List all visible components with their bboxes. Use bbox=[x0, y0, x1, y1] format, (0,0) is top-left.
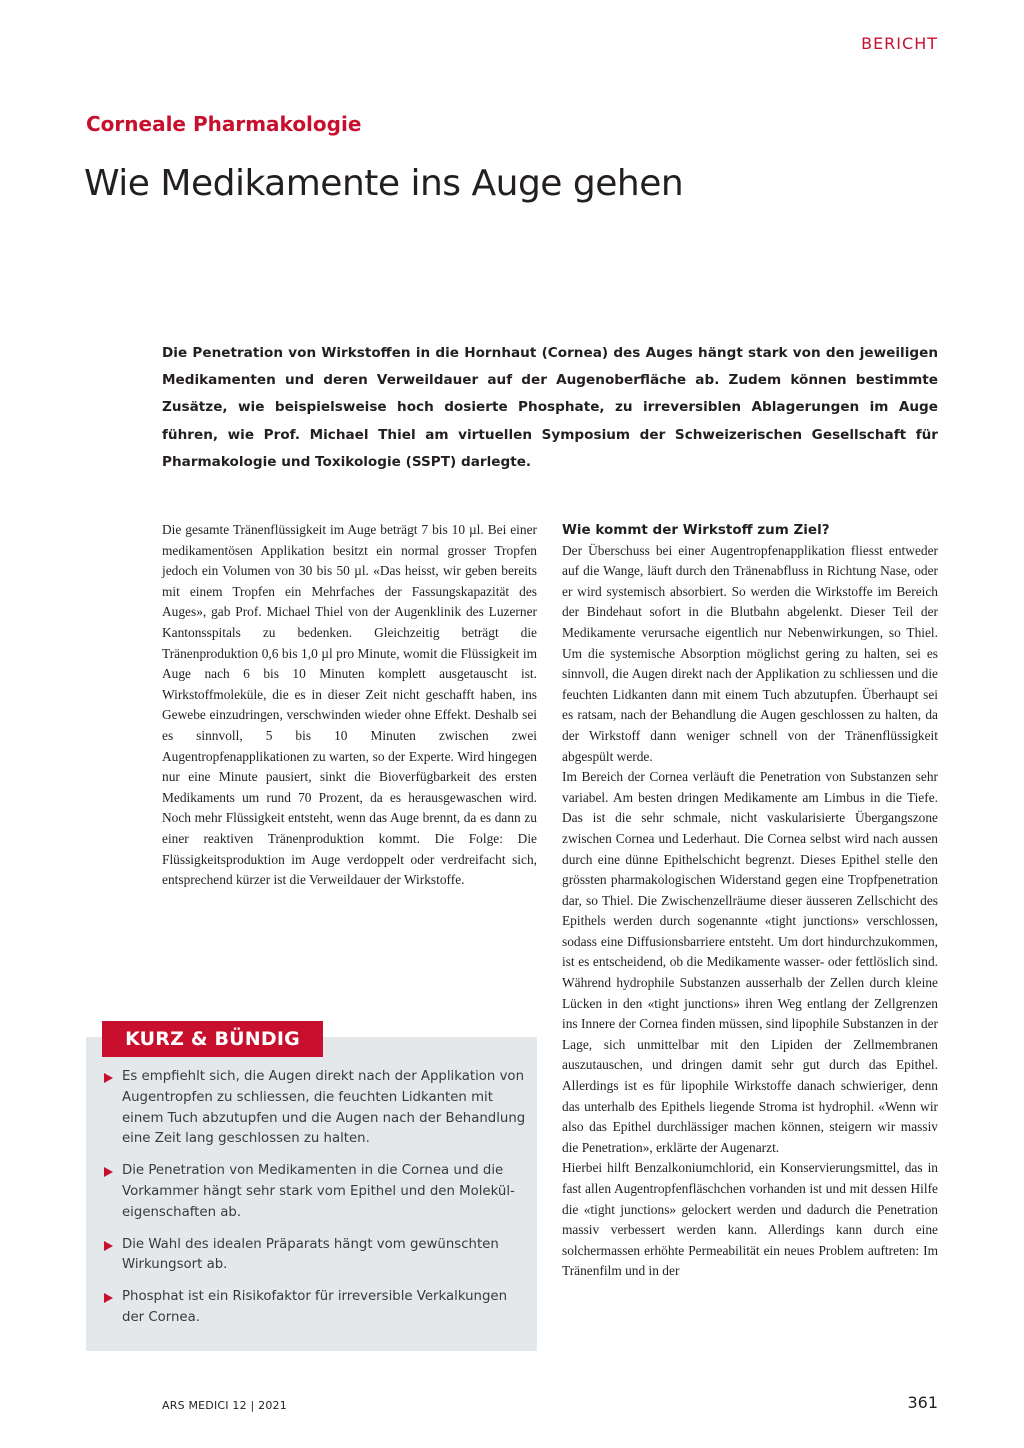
body-paragraph: Im Bereich der Cornea verläuft die Penetration von Substanzen sehr variabel. Am besten dringen Medikamente am Limbus in die Tiefe. Das ist die sehr schmale, nicht vaskularisierte Übergangszone zwischen Cornea und Lederhaut. Die Cornea selbst wird nach aussen durch eine dünne Epithelschicht begrenzt. Dieses Epithel stelle den grössten pharmakologischen Widerstand gegen eine Tropfpenetration dar, so Thiel. Die Zwischenzellräume dieser äusseren Zellschicht des Epithels werden durch sogenannte «tight junctions» verschlossen, sodass eine Diffusionsbarriere entsteht. Um dort hindurchzukommen, ist es entscheidend, ob die Medikamente wasser- oder fettlöslich sind. Während hydrophile Substanzen ausserhalb der Zellen durch kleine Lücken in den «tight junctions» ihren Weg entlang der Zellgrenzen ins Innere der Cornea finden müssen, sind lipophile Substanzen in der Lage, sich unmittelbar mit den Lipiden der Zellmembranen auszutauschen, und dringen damit sehr gut durch das Epithel. Allerdings ist es für lipophile Wirkstoffe danach schwieriger, denn das unterhalb des Epithels liegende Stroma ist hydrophil. «Wenn wir also das Epithel durchlässiger machen können, steigern wir massiv die Penetration», erklärte der Augenarzt. bbox=[562, 769, 938, 1155]
right-column bbox=[562, 520, 938, 1282]
left-column bbox=[162, 520, 537, 891]
summary-item bbox=[102, 1161, 526, 1223]
summary-item bbox=[102, 1287, 526, 1329]
summary-item bbox=[102, 1067, 526, 1150]
body-paragraph: Die gesamte Tränenflüssigkeit im Auge beträgt 7 bis 10 µl. Bei einer medikamentösen Applikation besitzt ein normal grosser Tropfen jedoch ein Volumen von 30 bis 50 µl. «Das heisst, wir geben bereits mit einem Tropfen ein Mehrfaches der Fassungskapazität des Auges», gab Prof. Michael Thiel von der Augenklinik des Luzerner Kantonsspitals zu bedenken. Gleichzeitig beträgt die Tränenproduktion 0,6 bis 1,0 µl pro Minute, womit die Flüssigkeit im Auge nach 6 bis 10 Minuten komplett ausgetauscht ist. Wirkstoffmoleküle, die es in dieser Zeit nicht geschafft haben, ins Gewebe einzudringen, verschwinden wieder ohne Effekt. Deshalb sei es sinnvoll, 5 bis 10 Minuten zwischen zwei Augentropfenapplikationen zu warten, so der Experte. Wird hingegen nur eine Minute pausiert, sinkt die Bioverfügbarkeit des ersten Medikaments um rund 70 Prozent, da es herausgewaschen wird. Noch mehr Flüssigkeit entsteht, wenn das Auge brennt, da es dann zu einer reaktiven Tränenproduktion kommt. Die Folge: Die Flüssigkeitsproduktion im Auge verdoppelt oder verdreifacht sich, entsprechend kürzer ist die Verweildauer der Wirkstoffe. bbox=[162, 522, 537, 888]
summary-item-text: Die Wahl des idealen Präparats hängt vom gewünschten Wirkungsort ab. bbox=[122, 1236, 499, 1273]
page-number: 361 bbox=[907, 1393, 938, 1412]
triangle-right-icon bbox=[104, 1073, 113, 1083]
body-paragraph: Der Überschuss bei einer Augentropfenapplikation fliesst entweder auf die Wange, läuft durch den Tränenabfluss in Richtung Nase, oder er wird systemisch absorbiert. So werden die Wirkstoffe im Bereich der Bindehaut sofort in die Blutbahn abgelenkt. Dieser Teil der Medikamente verursache eigentlich nur Nebenwirkungen, so Thiel. Um die systemische Absorption möglichst gering zu halten, sei es sinnvoll, die Augen direkt nach der Applikation zu schliessen und die feuchten Lidkanten dann mit einem Tuch abzutupfen. Überhaupt sei es ratsam, nach der Behandlung die Augen geschlossen zu halten, da der Wirkstoff dann weniger schnell von der Tränenflüssigkeit abgespült werde. bbox=[562, 542, 938, 764]
article-lead: Die Penetration von Wirkstoffen in die Hornhaut (Cornea) des Auges hängt stark von den jeweiligen Medikamenten und deren Verweildauer auf der Augenoberfläche ab. Zudem können bestimmte Zusätze, wie beispielsweise hoch dosierte Phosphate, zu irreversiblen Ablagerungen im Auge führen, wie Prof. Michael Thiel am virtuellen Symposium der Schweizerischen Gesellschaft für Pharmakologie und Toxikologie (SSPT) darlegte. bbox=[162, 345, 938, 470]
triangle-right-icon bbox=[104, 1241, 113, 1251]
article-kicker: Corneale Pharmakologie bbox=[86, 112, 362, 136]
summary-item bbox=[102, 1235, 526, 1277]
triangle-right-icon bbox=[104, 1167, 113, 1177]
summary-item-text: Die Penetration von Medikamenten in die Cornea und die Vorkammer hängt sehr stark vom Epithel und den Moleküleigenschaften ab. bbox=[122, 1163, 515, 1220]
triangle-right-icon bbox=[104, 1293, 113, 1303]
summary-list bbox=[102, 1067, 526, 1340]
subheading: Wie kommt der Wirkstoff zum Ziel? bbox=[562, 522, 830, 538]
summary-item-text: Phosphat ist ein Risikofaktor für irreversible Verkalkungen der Cornea. bbox=[122, 1289, 508, 1325]
body-paragraph: Hierbei hilft Benzalkoniumchlorid, ein Konservierungsmittel, das in fast allen Augentropfenfläschchen vorhanden ist und mit dessen Hilfe die «tight junctions» gelockert werden und dadurch die Penetration massiv verbessert werden kann. Allerdings kann durch eine solchermassen erhöhte Permeabilität ein neues Problem auftreten: Im Tränenfilm und in der bbox=[562, 1160, 938, 1279]
footer-journal: ARS MEDICI 12 | 2021 bbox=[162, 1399, 287, 1412]
summary-box bbox=[86, 1028, 537, 1351]
summary-box-heading: KURZ & BÜNDIG bbox=[102, 1021, 323, 1057]
article-title: Wie Medikamente ins Auge gehen bbox=[84, 163, 684, 204]
section-label: BERICHT bbox=[861, 34, 938, 53]
summary-item-text: Es empfiehlt sich, die Augen direkt nach der Applikation von Augentropfen zu schliessen, die feuchten Lidkanten mit einem Tuch abzutupfen und die Augen nach der Behandlung eine Zeit lang geschlossen zu halten. bbox=[122, 1069, 526, 1147]
